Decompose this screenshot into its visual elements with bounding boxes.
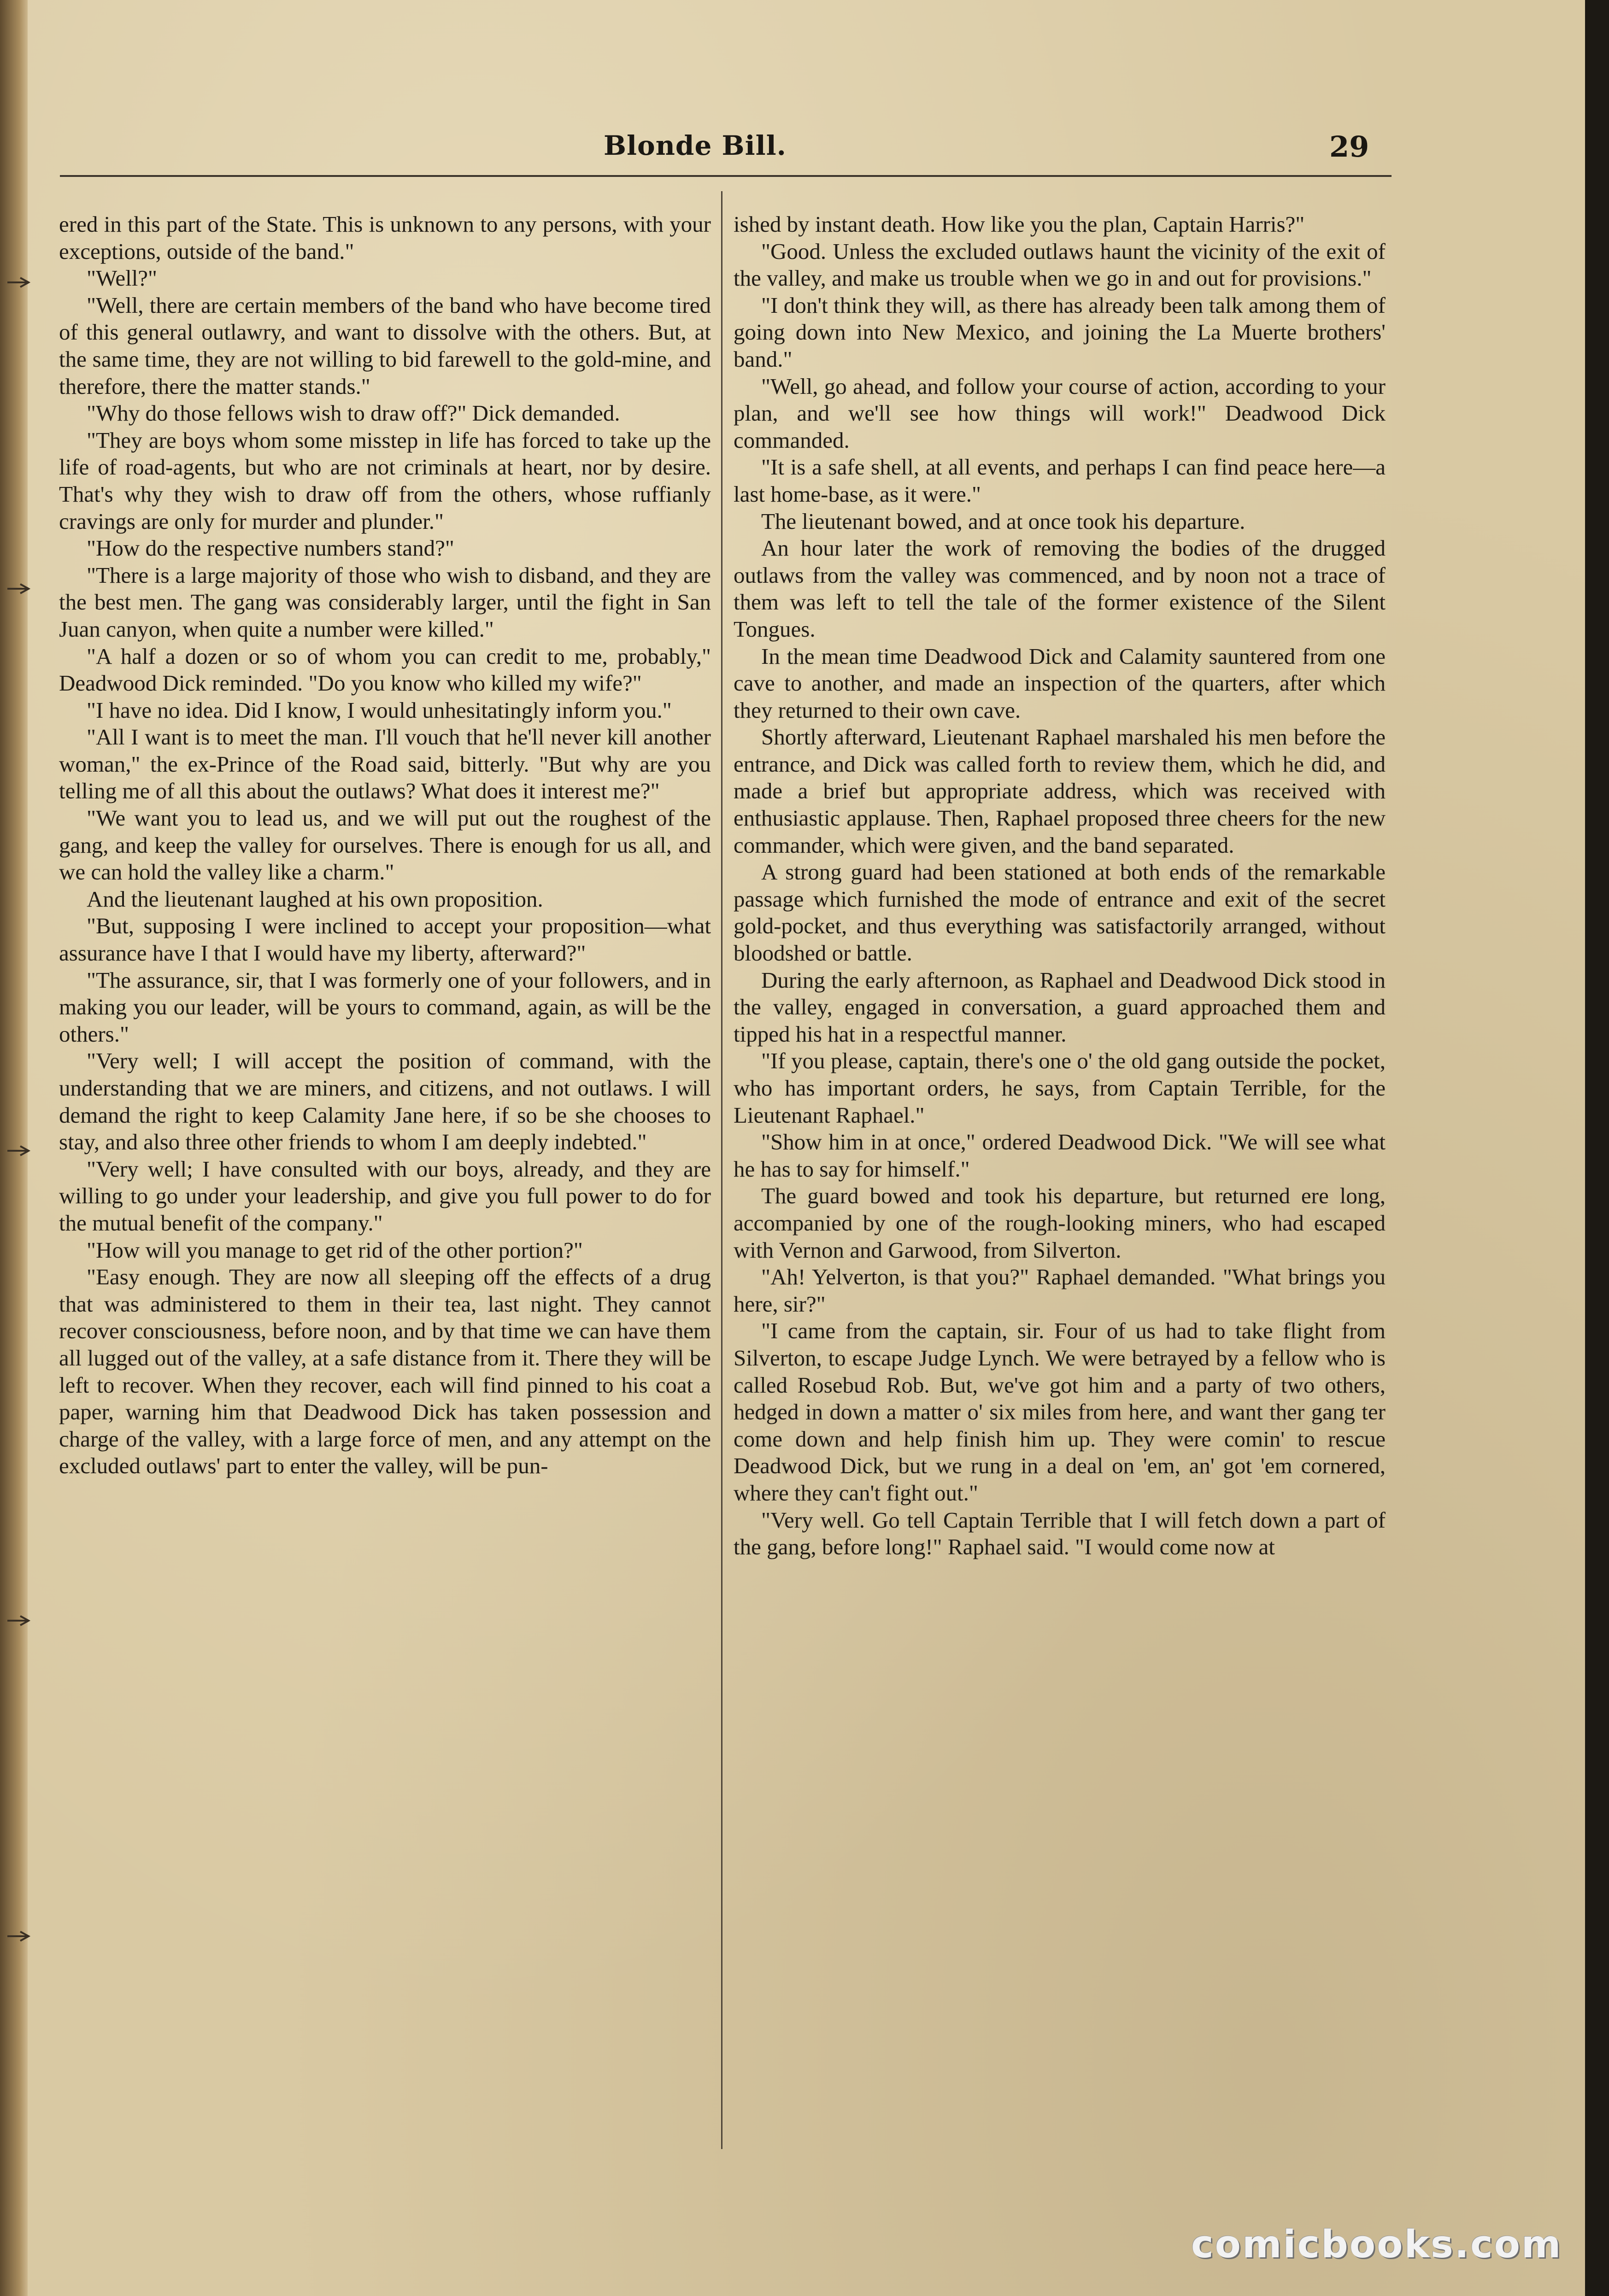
- paragraph: "Ah! Yelverton, is that you?" Raphael demanded. "What brings you here, sir?": [734, 1264, 1386, 1317]
- paragraph: "How do the respective numbers stand?": [87, 535, 454, 561]
- margin-arrow-icon: [6, 1615, 32, 1627]
- page-number: 29: [1329, 130, 1369, 164]
- paragraph: "It is a safe shell, at all events, and perhaps I can find peace here—a last home-base, as it were.": [734, 454, 1386, 507]
- paragraph: An hour later the work of removing the bodies of the drugged outlaws from the valley was commenced, and by noon not a trace of them was left to tell the tale of the former existence of the Silent Tongues.: [734, 535, 1386, 642]
- paragraph: The lieutenant bowed, and at once took his departure.: [761, 508, 1245, 534]
- paragraph: And the lieutenant laughed at his own proposition.: [87, 886, 543, 912]
- scan-background-edge: [1585, 0, 1609, 2296]
- paragraph: During the early afternoon, as Raphael and Deadwood Dick stood in the valley, engaged in conversation, a guard approached them and tipped his hat in a respectful manner.: [734, 967, 1386, 1047]
- paragraph: "Very well; I have consulted with our boys, already, and they are willing to go under your leadership, and give you full power to do for the mutual benefit of the company.": [59, 1156, 711, 1236]
- watermark: comicbooks.com: [1191, 2223, 1562, 2267]
- paragraph: ished by instant death. How like you the plan, Captain Harris?": [734, 211, 1305, 237]
- paragraph: "I don't think they will, as there has already been talk among them of going down into New Mexico, and joining the La Muerte brothers' band.": [734, 292, 1386, 372]
- paragraph: "Well, there are certain members of the band who have become tired of this general outlawry, and want to dissolve with the others. But, at the same time, they are not willing to bid farewell to the gold-mine, and therefore, there the matter stands.": [59, 292, 711, 399]
- paragraph: The guard bowed and took his departure, but returned ere long, accompanied by one of the rough-looking miners, who had escaped with Vernon and Garwood, from Silverton.: [734, 1183, 1386, 1263]
- paragraph: "I have no idea. Did I know, I would unhesitatingly inform you.": [87, 697, 672, 723]
- paragraph: "The assurance, sir, that I was formerly one of your followers, and in making you our leader, will be yours to command, again, as will be the others.": [59, 967, 711, 1047]
- paragraph: In the mean time Deadwood Dick and Calamity sauntered from one cave to another, and made an inspection of the quarters, after which they returned to their own cave.: [734, 643, 1386, 723]
- paragraph: A strong guard had been stationed at both ends of the remarkable passage which furnished the mode of entrance and exit of the secret gold-pocket, and thus everything was satisfactorily arranged, without bloodshed or battle.: [734, 859, 1386, 966]
- paragraph: "Show him in at once," ordered Deadwood Dick. "We will see what he has to say for himself.": [734, 1129, 1386, 1182]
- paragraph: "I came from the captain, sir. Four of us had to take flight from Silverton, to escape Judge Lynch. We were betrayed by a fellow who is called Rosebud Rob. But, we've got him and a party of two others, hedged in down a matter o' six miles from here, and want ther gang ter come down and help finish him up. They were comin' to rescue Deadwood Dick, but we rung in a deal on 'em, an' got 'em cornered, where they can't fight out.": [734, 1318, 1386, 1505]
- paragraph: "They are boys whom some misstep in life has forced to take up the life of road-agents, but who are not criminals at heart, nor by desire. That's why they wish to draw off from the others, whose ruffianly cravings are only for murder and plunder.": [59, 427, 711, 534]
- paragraph: ered in this part of the State. This is unknown to any persons, with your exceptions, outside of the band.": [59, 211, 711, 264]
- paragraph: "Well, go ahead, and follow your course of action, according to your plan, and we'll see how things will work!" Deadwood Dick commanded.: [734, 373, 1386, 453]
- paragraph: "If you please, captain, there's one o' the old gang outside the pocket, who has important orders, he says, from Captain Terrible, for the Lieutenant Raphael.": [734, 1048, 1386, 1128]
- paragraph: Shortly afterward, Lieutenant Raphael marshaled his men before the entrance, and Dick was called forth to review them, which he did, and made a brief but appropriate address, which was received with enthusiastic applause. Then, Raphael proposed three cheers for the new commander, which were given, and the band separated.: [734, 724, 1386, 858]
- paragraph: "Good. Unless the excluded outlaws haunt the vicinity of the exit of the valley, and make us trouble when we go in and out for provisions.": [734, 238, 1386, 291]
- paragraph: "A half a dozen or so of whom you can credit to me, probably," Deadwood Dick reminded. "Do you know who killed my wife?": [59, 643, 711, 696]
- margin-arrow-icon: [6, 1930, 32, 1942]
- paragraph: "We want you to lead us, and we will put out the roughest of the gang, and keep the valley for ourselves. There is enough for us all, and we can hold the valley like a charm.": [59, 805, 711, 885]
- paragraph: "Easy enough. They are now all sleeping off the effects of a drug that was administered to them in their tea, last night. They cannot recover consciousness, before noon, and by that time we can have them all lugged out of the valley, at a safe distance from it. There they will be left to recover. When they recover, each will find pinned to his coat a paper, warning him that Deadwood Dick has taken possession and charge of the valley, with a large force of men, and any attempt on the excluded outlaws' part to enter the valley, will be pun-: [59, 1264, 711, 1479]
- paragraph: "There is a large majority of those who wish to disband, and they are the best men. The gang was considerably larger, until the fight in San Juan canyon, when quite a number were killed.": [59, 562, 711, 642]
- paragraph: "But, supposing I were inclined to accept your proposition—what assurance have I that I would have my liberty, afterward?": [59, 913, 711, 966]
- paragraph: "How will you manage to get rid of the other portion?": [87, 1237, 583, 1263]
- margin-arrow-icon: [6, 1145, 32, 1157]
- paragraph: "Very well. Go tell Captain Terrible that I will fetch down a part of the gang, before long!" Raphael said. "I would come now at: [734, 1507, 1386, 1560]
- running-head: Blonde Bill.: [604, 130, 787, 161]
- paragraph: "All I want is to meet the man. I'll vouch that he'll never kill another woman," the ex-Prince of the Road said, bitterly. "But why are you telling me of all this about the outlaws? What does it interest me?": [59, 724, 711, 804]
- margin-arrow-icon: [6, 276, 32, 288]
- paragraph: "Very well; I will accept the position of command, with the understanding that we are miners, and citizens, and not outlaws. I will demand the right to keep Calamity Jane here, if so be she chooses to stay, and also three other friends to whom I am deeply indebted.": [59, 1048, 711, 1155]
- paragraph: "Well?": [87, 265, 158, 291]
- right-text-column: [734, 211, 1386, 2164]
- left-text-column: [59, 211, 711, 2164]
- paragraph: "Why do those fellows wish to draw off?" Dick demanded.: [87, 400, 620, 426]
- margin-arrow-icon: [6, 583, 32, 595]
- header-rule: [60, 175, 1392, 177]
- column-divider: [721, 191, 722, 2149]
